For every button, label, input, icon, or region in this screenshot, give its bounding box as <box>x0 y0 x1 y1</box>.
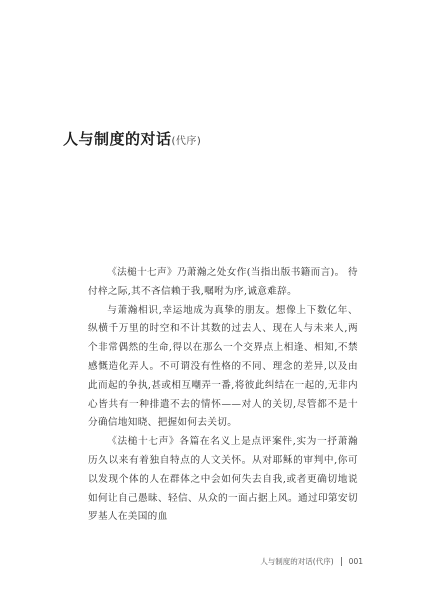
chapter-title-subtitle: (代序) <box>171 136 202 147</box>
chapter-title-main: 人与制度的对话 <box>63 130 172 148</box>
footer-divider <box>341 557 342 566</box>
running-title: 人与制度的对话(代序) <box>260 557 334 566</box>
body-text <box>88 264 358 527</box>
paragraph-1: 《法槌十七声》乃萧瀚之处女作(当指出版书籍而言)。 待付梓之际,其不吝信赖于我,嘱咐为序,诚意难辞。 <box>88 267 358 297</box>
paragraph-2: 与萧瀚相识,幸运地成为真挚的朋友。想像上下数亿年、纵横千万里的时空和不计其数的过去人、现在人与未来人,两个非常偶然的生命,得以在那么一个交界点上相逢、相知,不禁感慨造化弄人。不可谓没有性格的不同、理念的差异,以及由此而起的争执,甚或相互嘲弄一番,将彼此纠结在一起的,无非内心皆共有一种排遣不去的情怀——对人的关切,尽管都不是十分确信地知晓、把握如何去关切。 <box>88 304 358 429</box>
paragraph-3: 《法槌十七声》各篇在名义上是点评案件,实为一抒萧瀚历久以来有着独自特点的人文关怀。从对耶稣的审判中,你可以发现个体的人在群体之中会如何失去自我,或者更确切地说如何让自己愚昧、轻信、从众的一面占据上风。通过印第安切罗基人在美国的血 <box>88 436 358 523</box>
chapter-title <box>63 128 201 149</box>
page-number: 001 <box>348 557 363 566</box>
page-footer <box>260 556 363 567</box>
